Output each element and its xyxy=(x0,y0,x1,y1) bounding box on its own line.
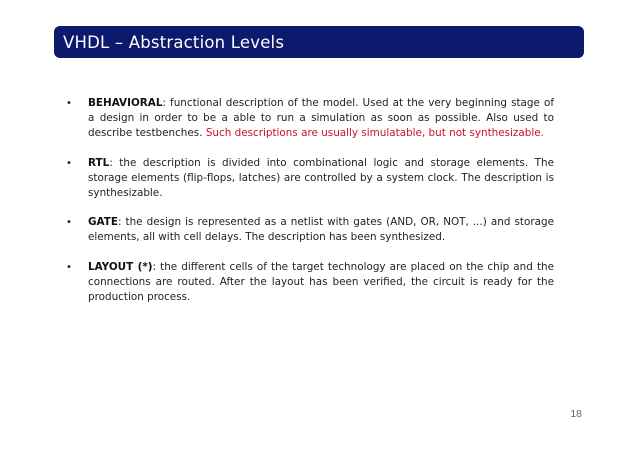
term-layout: LAYOUT (*) xyxy=(88,260,153,273)
highlight-behavioral: Such descriptions are usually simulatable, but not synthesizable. xyxy=(205,127,544,140)
description-gate: : the design is represented as a netlist with gates (AND, OR, NOT, ...) and storage elements, all with cell delays. The description has been synthesized. xyxy=(88,216,554,244)
term-behavioral: BEHAVIORAL xyxy=(88,97,163,109)
bullet-icon: • xyxy=(66,217,72,229)
term-gate: GATE xyxy=(88,216,118,229)
list-item-rtl xyxy=(66,156,554,202)
slide-title-bar xyxy=(54,26,584,58)
description-behavioral: : functional description of the model. Used at the very beginning stage of a design in order to be a able to run a simulation as soon as possible. Also used to describe testbenches. xyxy=(88,97,554,140)
term-rtl: RTL xyxy=(88,156,110,169)
page-number: 18 xyxy=(570,408,582,420)
slide-title: VHDL – Abstraction Levels xyxy=(63,32,285,52)
bullet-icon: • xyxy=(66,98,72,109)
bullet-icon: • xyxy=(66,157,72,169)
list-item-layout xyxy=(66,260,554,306)
abstraction-levels-list xyxy=(66,96,554,319)
list-item-behavioral xyxy=(66,96,554,142)
bullet-icon: • xyxy=(66,261,72,273)
description-layout: : the different cells of the target technology are placed on the chip and the connections are routed. After the layout has been verified, the circuit is ready for the production process. xyxy=(88,260,554,304)
description-rtl: : the description is divided into combinational logic and storage elements. The storage elements (flip-flops, latches) are controlled by a system clock. The description is synthesizable. xyxy=(88,156,554,200)
list-item-gate xyxy=(66,215,554,245)
